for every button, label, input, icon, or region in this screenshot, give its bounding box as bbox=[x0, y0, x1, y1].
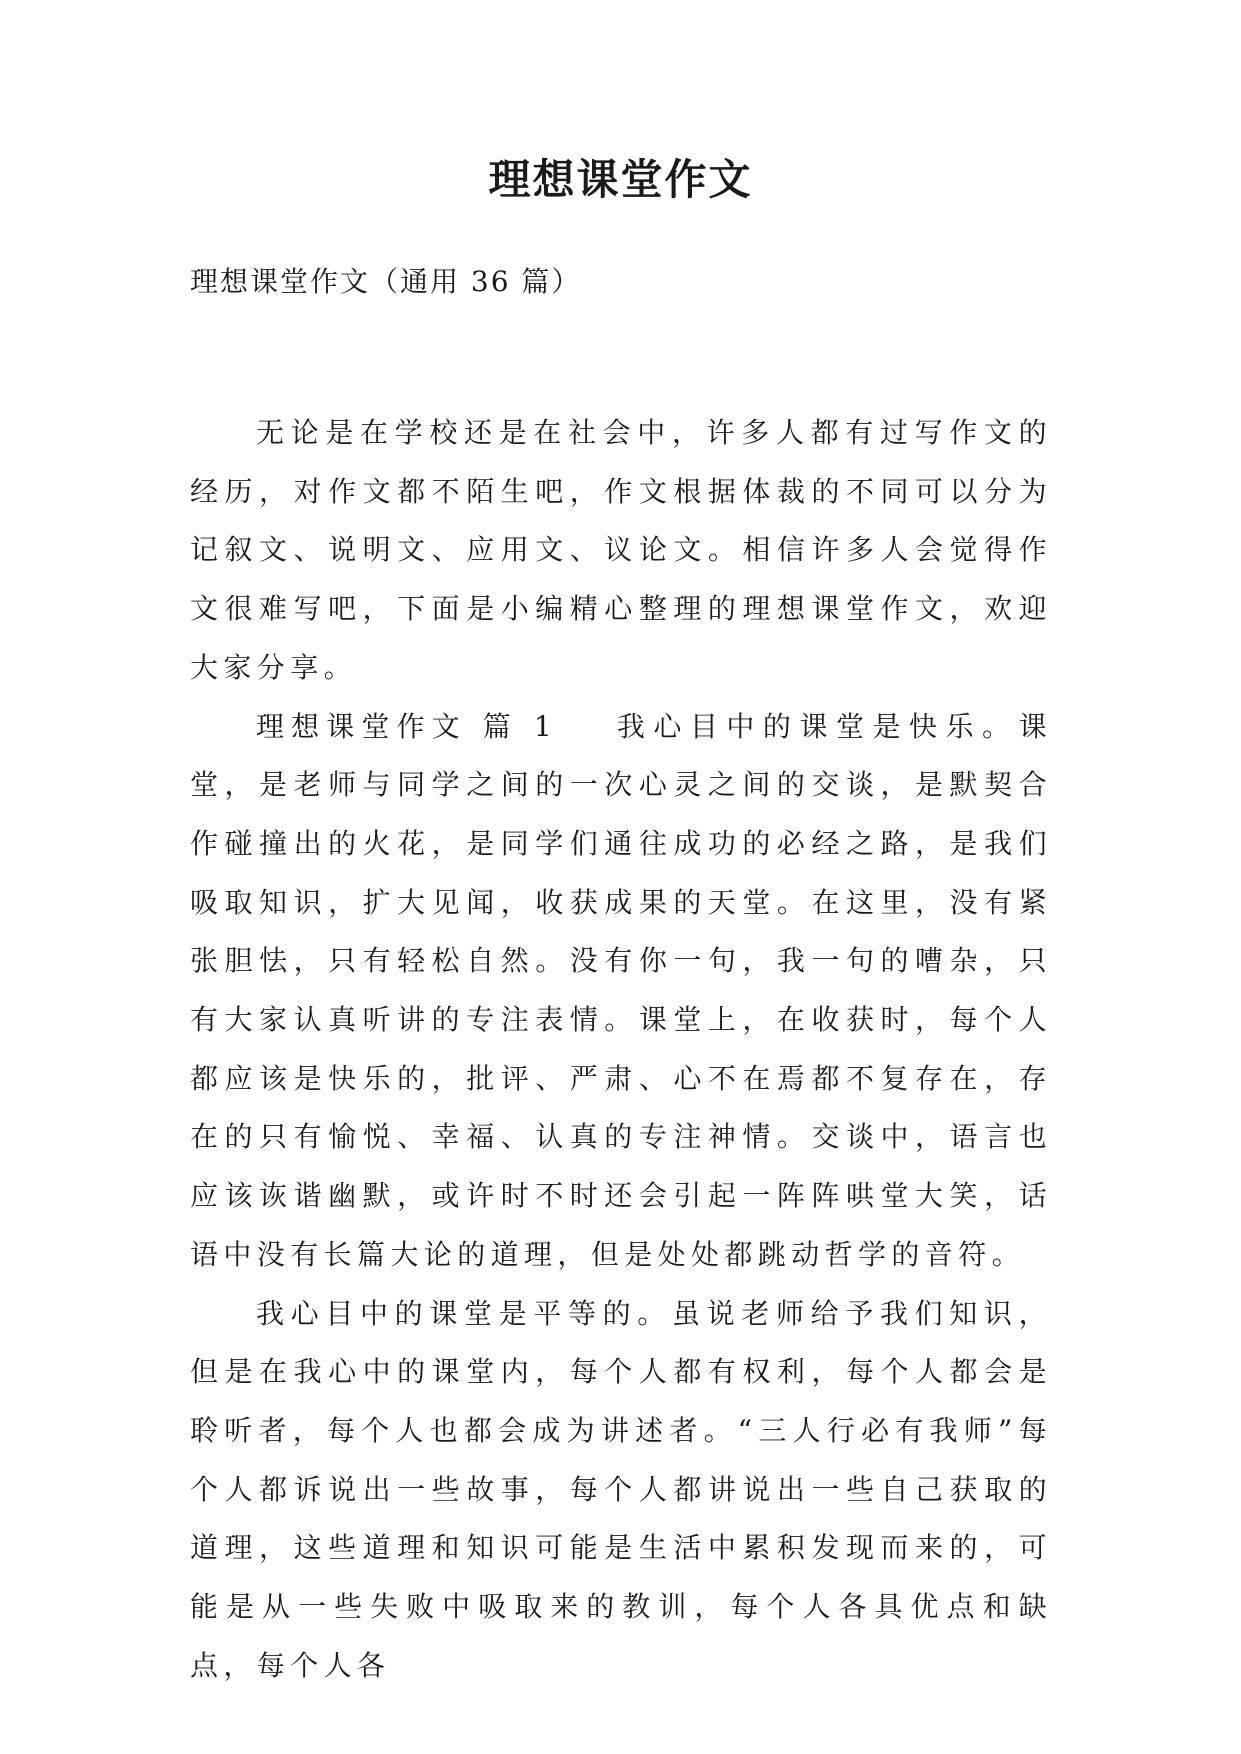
paragraph-3: 我心目中的课堂是平等的。虽说老师给予我们知识，但是在我心中的课堂内，每个人都有权利，每个人都会是聆听者，每个人也都会成为讲述者。“三人行必有我师”每个人都诉说出一些故事，每个人都讲说出一些自己获取的道理，这些道理和知识可能是生活中累积发现而来的，可能是从一些失败中吸取来的教训，每个人各具优点和缺点，每个人各 bbox=[190, 1296, 1052, 1682]
document-title: 理想课堂作文 bbox=[488, 155, 753, 204]
document-body bbox=[190, 404, 1052, 1695]
section-1-paragraph bbox=[190, 698, 1052, 1285]
section-label: 理想课堂作文 篇 1 bbox=[256, 709, 556, 743]
section-1-text: 我心目中的课堂是快乐。课堂，是老师与同学之间的一次心灵之间的交谈，是默契合作碰撞出的火花，是同学们通往成功的必经之路，是我们吸取知识，扩大见闻，收获成果的天堂。在这里，没有紧张胆怯，只有轻松自然。没有你一句，我一句的嘈杂，只有大家认真听讲的专注表情。课堂上，在收获时，每个人都应该是快乐的，批评、严肃、心不在焉都不复存在，存在的只有愉悦、幸福、认真的专注神情。交谈中，语言也应该诙谐幽默，或许时不时还会引起一阵阵哄堂大笑，话语中没有长篇大论的道理，但是处处都跳动哲学的音符。 bbox=[190, 709, 1052, 1271]
document-subtitle: 理想课堂作文（通用 36 篇） bbox=[190, 265, 582, 298]
intro-paragraph: 无论是在学校还是在社会中，许多人都有过写作文的经历，对作文都不陌生吧，作文根据体裁的不同可以分为记叙文、说明文、应用文、议论文。相信许多人会觉得作文很难写吧，下面是小编精心整理的理想课堂作文，欢迎大家分享。 bbox=[190, 416, 1052, 684]
